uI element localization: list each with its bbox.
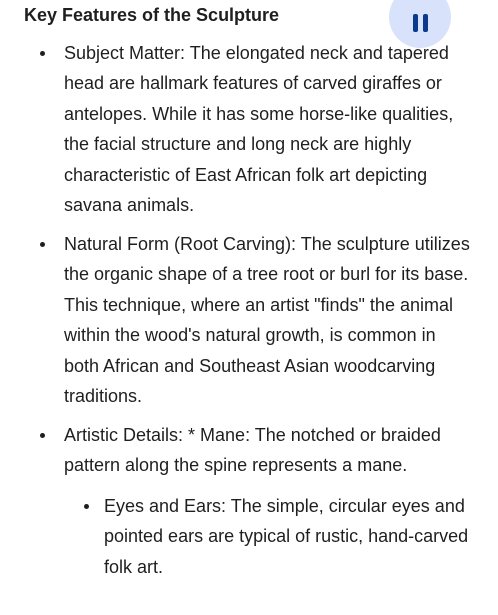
item-term: Subject Matter:: [64, 43, 186, 63]
list-item: [0, 229, 498, 411]
item-term: Artistic Details:: [64, 424, 184, 445]
feature-list: [0, 38, 498, 590]
item-text: The elongated neck and tapered head are hallmark features of carved giraffes or antelopes. While it has some horse-like qualities, the facial structure and long neck are highly characteristic of East African folk art depicting savana animals.: [64, 43, 454, 216]
item-text: * Mane: The notched or braided pattern along the spine represents a mane.: [64, 424, 441, 476]
bullet-dot: [40, 51, 45, 56]
section-heading: Key Features of the Sculpture: [24, 5, 280, 25]
item-term: Eyes and Ears:: [104, 495, 227, 516]
item-term: Natural Form (Root Carving):: [64, 233, 297, 254]
list-item: [0, 420, 498, 481]
sub-list-item: [0, 491, 498, 582]
list-item: [0, 38, 498, 220]
bullet-dot: [40, 242, 45, 247]
bullet-dot: [84, 504, 89, 509]
pause-icon-bar: [423, 14, 428, 32]
item-text: The simple, circular eyes and pointed ears are typical of rustic, hand-carved folk art.: [104, 495, 469, 577]
item-text: The sculpture utilizes the organic shape of a tree root or burl for its base. This technique, where an artist "finds" the animal within the wood's natural growth, is common in both African and Southeast Asian woodcarving traditions.: [64, 233, 470, 406]
pause-icon: [413, 14, 418, 32]
bullet-dot: [40, 433, 45, 438]
